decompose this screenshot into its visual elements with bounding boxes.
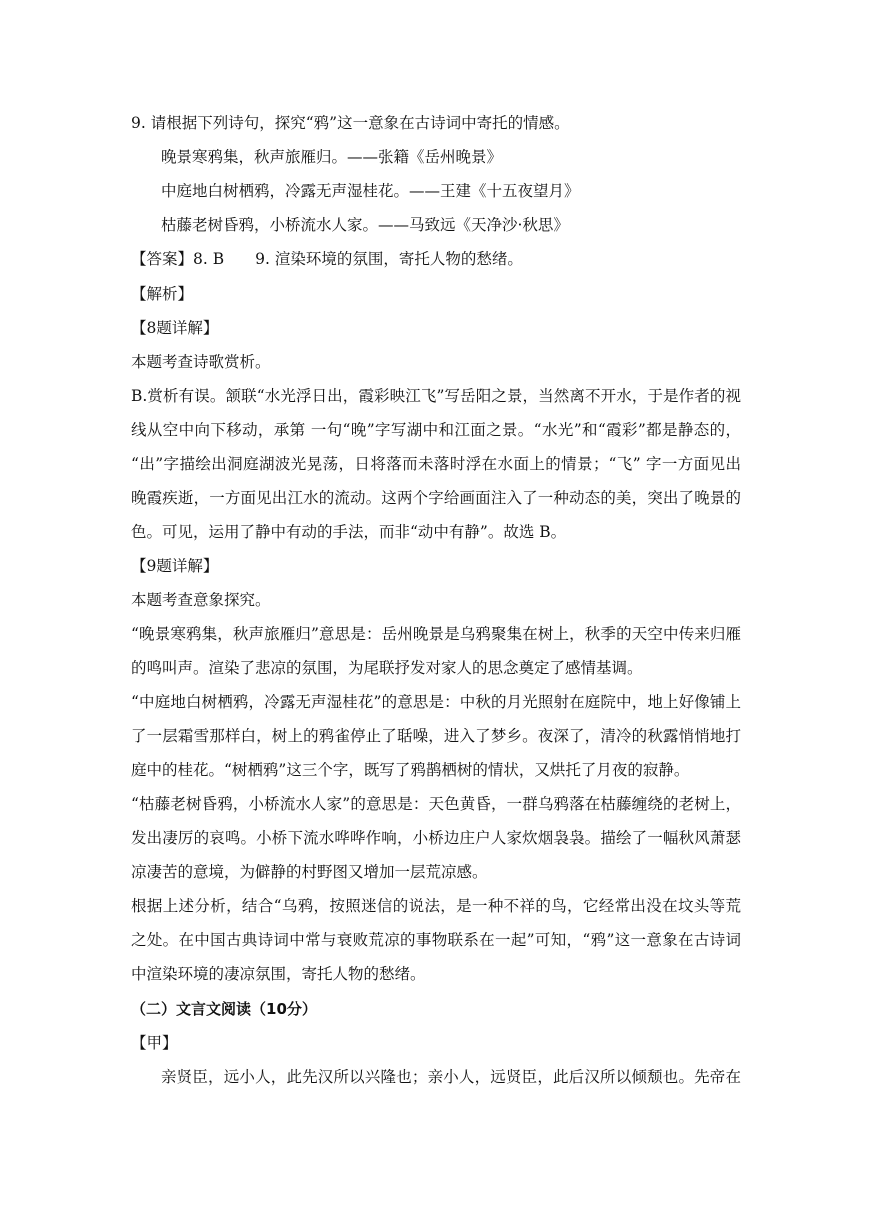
subsection-label: 【甲】 [131,1034,178,1052]
paragraph-line: 凉凄苦的意境，为僻静的村野图又增加一层荒凉感。 [131,863,488,881]
poem-line-3: 枯藤老树昏鸦，小桥流水人家。——马致远《天净沙·秋思》 [161,216,569,234]
passage-line: 亲贤臣，远小人，此先汉所以兴隆也；亲小人，远贤臣，此后汉所以倾颓也。先帝在 [161,1068,741,1086]
paragraph-line: “晚景寒鸦集，秋声旅雁归”意思是：岳州晚景是乌鸦聚集在树上，秋季的天空中传来归雁 [131,625,741,643]
q9-detail-heading: 【9题详解】 [131,557,219,575]
analysis-heading: 【解析】 [131,285,194,303]
paragraph-line: 晚霞疾逝，一方面见出江水的流动。这两个字给画面注入了一种动态的美，突出了晚景的 [131,489,741,507]
paragraph-line: 本题考查诗歌赏析。 [131,353,271,371]
paragraph-line: 发出凄厉的哀鸣。小桥下流水哗哗作响，小桥边庄户人家炊烟袅袅。描绘了一幅秋风萧瑟 [131,829,741,847]
paragraph-line: “出”字描绘出洞庭湖波光晃荡，日将落而未落时浮在水面上的情景；“飞” 字一方面见出 [131,455,741,473]
poem-line-1: 晚景寒鸦集，秋声旅雁归。——张籍《岳州晚景》 [161,148,503,166]
paragraph-line: 庭中的桂花。“树栖鸦”这三个字，既写了鸦鹊栖树的情状，又烘托了月夜的寂静。 [131,761,690,779]
paragraph-line: 之处。在中国古典诗词中常与衰败荒凉的事物联系在一起”可知，“鸦”这一意象在古诗词 [131,931,741,949]
poem-line-2: 中庭地白树栖鸦，冷露无声湿桂花。——王建《十五夜望月》 [161,182,580,200]
paragraph-line: 了一层霜雪那样白，树上的鸦雀停止了聒噪，进入了梦乡。夜深了，清冷的秋露悄悄地打 [131,727,741,745]
paragraph-line: B.赏析有误。颔联“水光浮日出，霞彩映江飞”写岳阳之景，当然离不开水，于是作者的视 [131,387,741,405]
answer-line: 【答案】8. B 9. 渲染环境的氛围，寄托人物的愁绪。 [131,250,523,268]
paragraph-line: 中渲染环境的凄凉氛围，寄托人物的愁绪。 [131,965,426,983]
paragraph-line: 本题考查意象探究。 [131,591,271,609]
paragraph-line: 根据上述分析，结合“乌鸦，按照迷信的说法，是一种不祥的鸟，它经常出没在坟头等荒 [131,897,741,915]
paragraph-line: 的鸣叫声。渲染了悲凉的氛围，为尾联抒发对家人的思念奠定了感情基调。 [131,659,643,677]
q8-detail-heading: 【8题详解】 [131,319,219,337]
question-9-prompt: 9. 请根据下列诗句，探究“鸦”这一意象在古诗词中寄托的情感。 [131,114,570,132]
paragraph-line: 线从空中向下移动，承第 一句“晚”字写湖中和江面之景。“水光”和“霞彩”都是静态的， [131,421,741,439]
section-heading: （二）文言文阅读（10分） [131,1000,317,1018]
paragraph-line: 色。可见，运用了静中有动的手法，而非“动中有静”。故选 B。 [131,523,567,541]
paragraph-line: “枯藤老树昏鸦，小桥流水人家”的意思是：天色黄昏，一群乌鸦落在枯藤缠绕的老树上， [131,795,741,813]
paragraph-line: “中庭地白树栖鸦，冷露无声湿桂花”的意思是：中秋的月光照射在庭院中，地上好像铺上 [131,693,741,711]
